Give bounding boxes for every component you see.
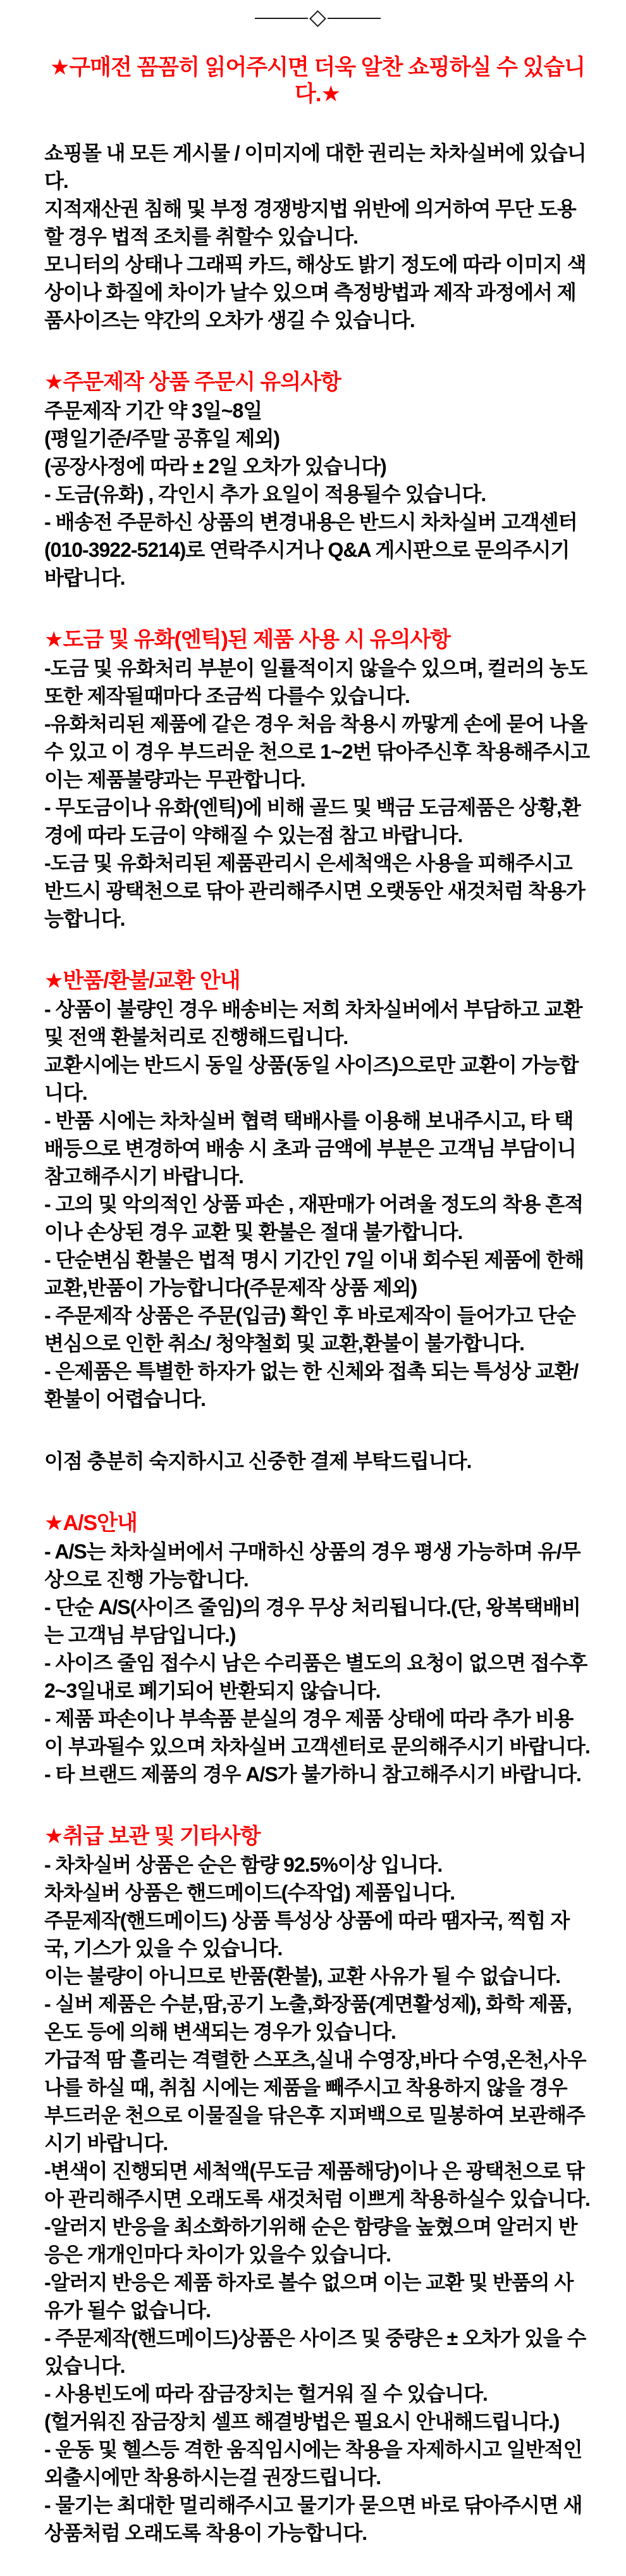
notice-paragraph: - A/S는 차차실버에서 구매하신 상품의 경우 평생 가능하며 유/무상으로 진행 가능합니다. bbox=[44, 1540, 580, 1591]
notice-paragraph: - 사이즈 줄임 접수시 남은 수리품은 별도의 요청이 없으면 접수후 2~3일내로 폐기되어 반환되지 않습니다. bbox=[44, 1652, 587, 1702]
notice-paragraph: -변색이 진행되면 세척액(무도금 제품해당)이나 은 광택천으로 닦아 관리해주시면 오래도록 새것처럼 이쁘게 착용하실수 있습니다. bbox=[44, 2160, 590, 2210]
notice-paragraph: - 단순변심 환불은 법적 명시 기간인 7일 이내 회수된 제품에 한해 교환,반품이 가능합니다(주문제작 상품 제외) bbox=[44, 1248, 584, 1299]
notice-paragraph: 주문제작(핸드메이드) 상품 특성상 상품에 따라 땜자국, 찍힘 자국, 기스가 있을 수 있습니다. bbox=[44, 1909, 570, 1960]
notice-paragraph: - 물기는 최대한 멀리해주시고 물기가 묻으면 바로 닦아주시면 새상품처럼 오래도록 착용이 가능합니다. bbox=[44, 2494, 582, 2544]
notice-paragraph: - 차차실버 상품은 순은 함량 92.5%이상 입니다. bbox=[44, 1853, 443, 1876]
notice-paragraph: - 무도금이나 유화(엔틱)에 비해 골드 및 백금 도금제품은 상황,환경에 따라 도금이 약해질 수 있는점 참고 바랍니다. bbox=[44, 796, 580, 847]
diamond-icon bbox=[309, 10, 326, 27]
notice-paragraph: 이는 불량이 아니므로 반품(환불), 교환 사유가 될 수 없습니다. bbox=[44, 1965, 561, 1988]
notice-paragraph: -도금 및 유화처리된 제품관리시 은세척액은 사용을 피해주시고 반드시 광택천으로 닦아 관리해주시면 오랫동안 새것처럼 착용가능합니다. bbox=[44, 852, 585, 930]
notice-paragraph: - 운동 및 헬스등 격한 움직임시에는 착용을 자제하시고 일반적인 외출시에만 착용하시는걸 권장드립니다. bbox=[44, 2438, 582, 2489]
divider-line-left bbox=[255, 18, 308, 19]
notice-paragraph: 이점 충분히 숙지하시고 신중한 결제 부탁드립니다. bbox=[44, 1450, 472, 1472]
notice-paragraph: 가급적 땀 흘리는 격렬한 스포츠,실내 수영장,바다 수영,온천,사우나를 하실 때, 취침 시에는 제품을 빼주시고 착용하지 않을 경우 부드러운 천으로 이물질을 닦은후 지퍼백으로 밀봉하여 보관해주시기 바랍니다. bbox=[44, 2048, 586, 2155]
notice-paragraph: - 단순 A/S(사이즈 줄임)의 경우 무상 처리됩니다.(단, 왕복택배비는 고객님 부담입니다.) bbox=[44, 1596, 580, 1646]
section-storage bbox=[44, 1822, 591, 2547]
section-final-note bbox=[44, 1447, 591, 1475]
notice-paragraph: 모니터의 상태나 그래픽 카드, 해상도 밝기 정도에 따라 이미지 색상이나 화질에 차이가 날수 있으며 측정방법과 제작 과정에서 제품사이즈는 약간의 오차가 생길 수 있습니다. bbox=[44, 253, 586, 332]
section-intro bbox=[44, 139, 591, 334]
notice-paragraph: - 실버 제품은 수분,땀,공기 노출,화장품(계면활성제), 화학 제품, 온도 등에 의해 변색되는 경우가 있습니다. bbox=[44, 1993, 572, 2043]
section-heading: ★도금 및 유화(엔틱)된 제품 사용 시 유의사항 bbox=[44, 628, 451, 652]
notice-paragraph: -도금 및 유화처리 부분이 일률적이지 않을수 있으며, 컬러의 농도 또한 제작될때마다 조금씩 다를수 있습니다. bbox=[44, 657, 587, 707]
section-returns bbox=[44, 967, 591, 1413]
notice-paragraph: 지적재산권 침해 및 부정 경쟁방지법 위반에 의거하여 무단 도용할 경우 법적 조치를 취할수 있습니다. bbox=[44, 197, 576, 248]
notice-paragraph: 쇼핑몰 내 모든 게시물 / 이미지에 대한 권리는 차차실버에 있습니다. bbox=[44, 142, 586, 192]
notice-paragraph: -알러지 반응을 최소화하기위해 순은 함량을 높혔으며 알러지 반응은 개개인마다 차이가 있을수 있습니다. bbox=[44, 2215, 577, 2266]
notice-paragraph: - 은제품은 특별한 하자가 없는 한 신체와 접촉 되는 특성상 교환/환불이 어렵습니다. bbox=[44, 1360, 579, 1410]
notice-paragraph: - 배송전 주문하신 상품의 변경내용은 반드시 차차실버 고객센터(010-3922-5214)로 연락주시거나 Q&A 게시판으로 문의주시기 바랍니다. bbox=[44, 511, 577, 589]
notice-paragraph: - 도금(유화) , 각인시 추가 요일이 적용될수 있습니다. bbox=[44, 483, 486, 506]
notice-paragraph: - 고의 및 악의적인 상품 파손 , 재판매가 어려울 정도의 착용 흔적이나 손상된 경우 교환 및 환불은 절대 불가합니다. bbox=[44, 1193, 584, 1243]
section-heading: ★취급 보관 및 기타사항 bbox=[44, 1824, 261, 1848]
section-heading: ★A/S안내 bbox=[44, 1511, 137, 1535]
section-heading: ★반품/환불/교환 안내 bbox=[44, 969, 240, 993]
notice-paragraph: 차차실버 상품은 핸드메이드(수작업) 제품입니다. bbox=[44, 1881, 455, 1904]
section-heading: ★주문제작 상품 주문시 유의사항 bbox=[44, 370, 341, 394]
notice-paragraph: - 제품 파손이나 부속품 분실의 경우 제품 상태에 따라 추가 비용이 부과될수 있으며 차차실버 고객센터로 문의해주시기 바랍니다. bbox=[44, 1707, 590, 1758]
notice-paragraph: -유화처리된 제품에 같은 경우 처음 착용시 까맣게 손에 묻어 나올수 있고 이 경우 부드러운 천으로 1~2번 닦아주신후 착용해주시고 이는 제품불량과는 무관합니다. bbox=[44, 712, 590, 791]
notice-paragraph: - 주문제작 상품은 주문(입금) 확인 후 바로제작이 들어가고 단순변심으로 인한 취소/ 청약철회 및 교환,환불이 불가합니다. bbox=[44, 1304, 575, 1355]
notice-paragraph: 주문제작 기간 약 3일~8일 bbox=[44, 399, 262, 422]
notice-paragraph: -알러지 반응은 제품 하자로 볼수 없으며 이는 교환 및 반품의 사유가 될수 없습니다. bbox=[44, 2271, 574, 2322]
notice-paragraph: (공장사정에 따라 ± 2일 오차가 있습니다) bbox=[44, 455, 386, 478]
section-plating-care bbox=[44, 626, 591, 933]
notice-paragraph: - 상품이 불량인 경우 배송비는 저희 차차실버에서 부담하고 교환 및 전액 환불처리로 진행해드립니다. bbox=[44, 998, 582, 1048]
notice-paragraph: (헐거워진 잠금장치 셀프 해결방법은 필요시 안내해드립니다.) bbox=[44, 2410, 560, 2433]
notice-paragraph: - 주문제작(핸드메이드)상품은 사이즈 및 중량은 ± 오차가 있을 수 있습니다. bbox=[44, 2327, 586, 2377]
section-as-guide bbox=[44, 1509, 591, 1788]
divider-line-right bbox=[328, 18, 381, 19]
notice-paragraph: - 사용빈도에 따라 잠금장치는 헐거워 질 수 있습니다. bbox=[44, 2382, 488, 2405]
section-divider bbox=[44, 0, 591, 25]
notice-paragraph: 교환시에는 반드시 동일 상품(동일 사이즈)으로만 교환이 가능합니다. bbox=[44, 1054, 579, 1104]
notice-paragraph: (평일기준/주말 공휴일 제외) bbox=[44, 427, 280, 450]
page-title: ★구매전 꼼꼼히 읽어주시면 더욱 알찬 쇼핑하실 수 있습니다.★ bbox=[49, 55, 586, 106]
notice-paragraph: - 타 브랜드 제품의 경우 A/S가 불가하니 참고해주시기 바랍니다. bbox=[44, 1763, 581, 1786]
notice-paragraph: - 반품 시에는 차차실버 협력 택배사를 이용해 보내주시고, 타 택배등으로 변경하여 배송 시 초과 금액에 부분은 고객님 부담이니 참고해주시기 바랍니다. bbox=[44, 1109, 576, 1188]
section-custom-order bbox=[44, 368, 591, 592]
